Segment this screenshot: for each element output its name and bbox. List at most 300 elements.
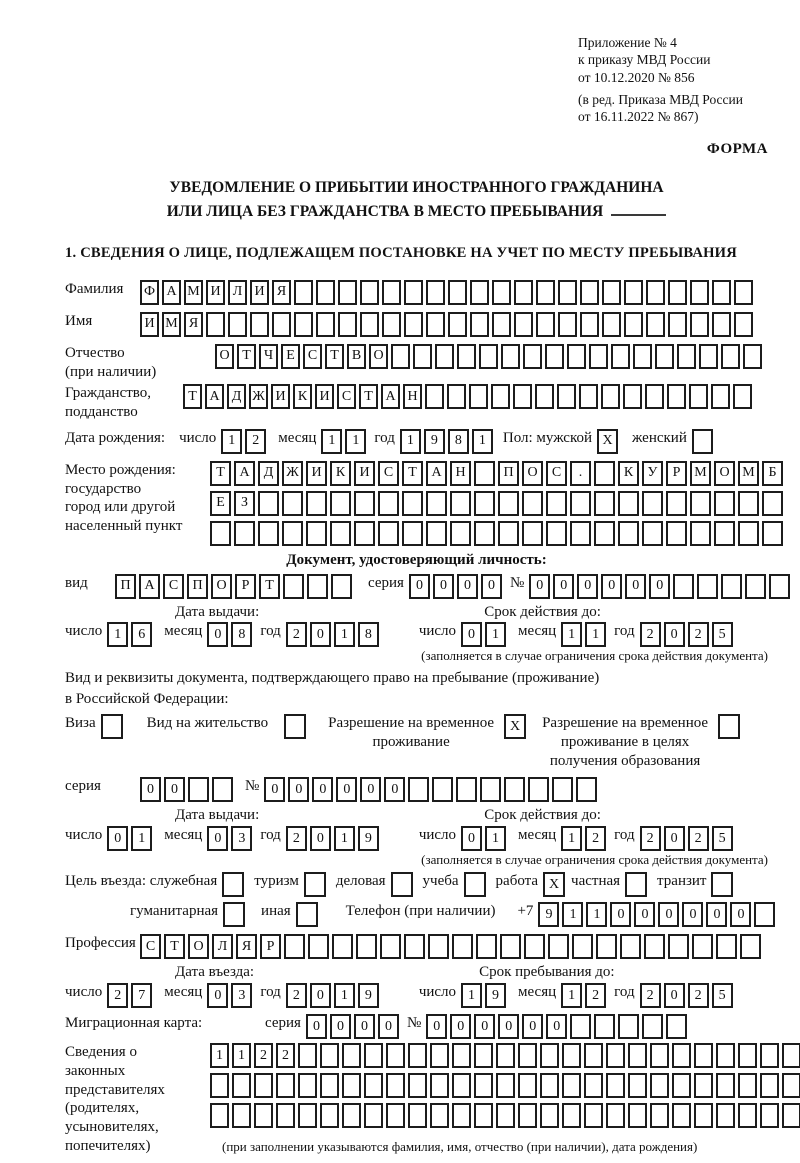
birth-year-cells-3[interactable]: 1 [472,429,493,454]
representatives-cells-row1-22[interactable] [694,1073,713,1098]
representatives-cells-row1-7[interactable] [364,1073,383,1098]
patronymic-cells-21[interactable] [677,344,696,369]
representatives-cells-row2-10[interactable] [430,1103,449,1128]
representatives-cells-row1-0[interactable] [210,1073,229,1098]
birthplace-cells-row2-5[interactable] [330,521,351,546]
representatives-cells-row0-26[interactable] [782,1043,800,1068]
doc-type-cells-9[interactable] [331,574,352,599]
birthplace-cells-row0-14[interactable]: С [546,461,567,486]
birthplace-cells-row1-15[interactable] [570,491,591,516]
doc-number-cells-7[interactable] [697,574,718,599]
representatives-cells-row1-2[interactable] [254,1073,273,1098]
firstname-cells-8[interactable] [316,312,335,337]
doc-number-cells-8[interactable] [721,574,742,599]
profession-cells-12[interactable] [428,934,449,959]
firstname-cells-6[interactable] [272,312,291,337]
birthplace-cells-row0-18[interactable]: У [642,461,663,486]
patronymic-cells-6[interactable]: В [347,344,366,369]
surname-cells-16[interactable] [492,280,511,305]
birthplace-cells-row0-15[interactable]: . [570,461,591,486]
representatives-cells-row0-10[interactable] [430,1043,449,1068]
birthplace-cells-row2-18[interactable] [642,521,663,546]
representatives-cells-row1-23[interactable] [716,1073,735,1098]
representatives-cells-row0-12[interactable] [474,1043,493,1068]
representatives-cells-row1-12[interactable] [474,1073,493,1098]
representatives-cells-row1-20[interactable] [650,1073,669,1098]
patronymic-cells-0[interactable]: О [215,344,234,369]
doc-type-cells-2[interactable]: С [163,574,184,599]
citizenship-cells-11[interactable] [425,384,444,409]
stay-year-cells-2[interactable]: 2 [688,983,709,1008]
firstname-cells-14[interactable] [448,312,467,337]
patronymic-cells-20[interactable] [655,344,674,369]
representatives-cells-row0-6[interactable] [342,1043,361,1068]
purpose-humanitarian-checkbox-0[interactable] [223,902,245,927]
profession-cells-18[interactable] [572,934,593,959]
birthplace-cells-row2-22[interactable] [738,521,759,546]
doc-number-cells-10[interactable] [769,574,790,599]
representatives-cells-row1-18[interactable] [606,1073,625,1098]
birth-year-cells-0[interactable]: 1 [400,429,421,454]
patronymic-cells-14[interactable] [523,344,542,369]
birthplace-cells-row1-6[interactable] [354,491,375,516]
doc-number-cells-6[interactable] [673,574,694,599]
profession-cells-16[interactable] [524,934,545,959]
representatives-cells-row0-25[interactable] [760,1043,779,1068]
citizenship-cells-21[interactable] [645,384,664,409]
purpose-work-checkbox-0[interactable]: X [543,872,565,897]
stay-day-cells-0[interactable]: 1 [461,983,482,1008]
representatives-cells-row2-25[interactable] [760,1103,779,1128]
birthplace-cells-row2-19[interactable] [666,521,687,546]
birthplace-cells-row1-4[interactable] [306,491,327,516]
birthplace-cells-row1-13[interactable] [522,491,543,516]
firstname-cells-13[interactable] [426,312,445,337]
surname-cells-4[interactable]: Л [228,280,247,305]
permit-number-cells-1[interactable]: 0 [288,777,309,802]
permit-issue-month-cells-1[interactable]: 3 [231,826,252,851]
patronymic-cells-17[interactable] [589,344,608,369]
migration-number-cells-9[interactable] [642,1014,663,1039]
phone-cells-6[interactable]: 0 [682,902,703,927]
representatives-cells-row0-20[interactable] [650,1043,669,1068]
representatives-cells-row0-23[interactable] [716,1043,735,1068]
profession-cells-19[interactable] [596,934,617,959]
permit-valid-day-cells-0[interactable]: 0 [461,826,482,851]
representatives-cells-row0-9[interactable] [408,1043,427,1068]
entry-year-cells-1[interactable]: 0 [310,983,331,1008]
birth-day-cells-1[interactable]: 2 [245,429,266,454]
birthplace-cells-row2-14[interactable] [546,521,567,546]
patronymic-cells-8[interactable] [391,344,410,369]
birthplace-cells-row2-7[interactable] [378,521,399,546]
citizenship-cells-7[interactable]: С [337,384,356,409]
surname-cells-22[interactable] [624,280,643,305]
surname-cells-20[interactable] [580,280,599,305]
birthplace-cells-row2-3[interactable] [282,521,303,546]
citizenship-cells-16[interactable] [535,384,554,409]
birthplace-cells-row1-1[interactable]: З [234,491,255,516]
citizenship-cells-12[interactable] [447,384,466,409]
patronymic-cells-13[interactable] [501,344,520,369]
phone-cells-0[interactable]: 9 [538,902,559,927]
birth-year-cells-1[interactable]: 9 [424,429,445,454]
doc-series-cells-2[interactable]: 0 [457,574,478,599]
entry-day-cells-1[interactable]: 7 [131,983,152,1008]
phone-cells-1[interactable]: 1 [562,902,583,927]
representatives-cells-row1-6[interactable] [342,1073,361,1098]
surname-cells-18[interactable] [536,280,555,305]
representatives-cells-row0-7[interactable] [364,1043,383,1068]
birthplace-cells-row0-21[interactable]: О [714,461,735,486]
stay-year-cells-3[interactable]: 5 [712,983,733,1008]
surname-cells-1[interactable]: А [162,280,181,305]
permit-series-cells-3[interactable] [212,777,233,802]
doc-issue-day-cells-0[interactable]: 1 [107,622,128,647]
birthplace-cells-row0-10[interactable]: Н [450,461,471,486]
stay-year-cells-1[interactable]: 0 [664,983,685,1008]
citizenship-cells-19[interactable] [601,384,620,409]
surname-cells-11[interactable] [382,280,401,305]
representatives-cells-row1-19[interactable] [628,1073,647,1098]
permit-number-cells-8[interactable] [456,777,477,802]
profession-cells-2[interactable]: О [188,934,209,959]
permit-issue-year-cells-2[interactable]: 1 [334,826,355,851]
permit-number-cells-0[interactable]: 0 [264,777,285,802]
birthplace-cells-row1-11[interactable] [474,491,495,516]
migration-series-cells-2[interactable]: 0 [354,1014,375,1039]
representatives-cells-row1-10[interactable] [430,1073,449,1098]
birthplace-cells-row1-2[interactable] [258,491,279,516]
surname-cells-13[interactable] [426,280,445,305]
surname-cells-15[interactable] [470,280,489,305]
migration-series-cells-3[interactable]: 0 [378,1014,399,1039]
birthplace-cells-row0-11[interactable] [474,461,495,486]
representatives-cells-row0-22[interactable] [694,1043,713,1068]
gender-male-checkbox-0[interactable]: X [597,429,618,454]
profession-cells-13[interactable] [452,934,473,959]
birthplace-cells-row2-13[interactable] [522,521,543,546]
birthplace-cells-row0-9[interactable]: А [426,461,447,486]
citizenship-cells-1[interactable]: А [205,384,224,409]
surname-cells-23[interactable] [646,280,665,305]
profession-cells-0[interactable]: С [140,934,161,959]
patronymic-cells-1[interactable]: Т [237,344,256,369]
permit-issue-day-cells-1[interactable]: 1 [131,826,152,851]
permit-valid-year-cells-1[interactable]: 0 [664,826,685,851]
profession-cells-10[interactable] [380,934,401,959]
profession-cells-25[interactable] [740,934,761,959]
birthplace-cells-row2-20[interactable] [690,521,711,546]
firstname-cells-9[interactable] [338,312,357,337]
birthplace-cells-row2-8[interactable] [402,521,423,546]
patronymic-cells-9[interactable] [413,344,432,369]
permit-number-cells-13[interactable] [576,777,597,802]
firstname-cells-21[interactable] [602,312,621,337]
patronymic-cells-22[interactable] [699,344,718,369]
birthplace-cells-row0-23[interactable]: Б [762,461,783,486]
firstname-cells-18[interactable] [536,312,555,337]
phone-cells-4[interactable]: 0 [634,902,655,927]
purpose-official-checkbox-0[interactable] [222,872,244,897]
surname-cells-3[interactable]: И [206,280,225,305]
birth-day-cells-0[interactable]: 1 [221,429,242,454]
doc-valid-year-cells-3[interactable]: 5 [712,622,733,647]
firstname-cells-4[interactable] [228,312,247,337]
citizenship-cells-14[interactable] [491,384,510,409]
permit-issue-day-cells-0[interactable]: 0 [107,826,128,851]
representatives-cells-row0-14[interactable] [518,1043,537,1068]
stay-month-cells-1[interactable]: 2 [585,983,606,1008]
birthplace-cells-row1-16[interactable] [594,491,615,516]
entry-year-cells-0[interactable]: 2 [286,983,307,1008]
birthplace-cells-row0-12[interactable]: П [498,461,519,486]
phone-cells-9[interactable] [754,902,775,927]
birthplace-cells-row1-5[interactable] [330,491,351,516]
permit-number-cells-4[interactable]: 0 [360,777,381,802]
birth-month-cells-1[interactable]: 1 [345,429,366,454]
entry-year-cells-2[interactable]: 1 [334,983,355,1008]
firstname-cells-23[interactable] [646,312,665,337]
representatives-cells-row2-9[interactable] [408,1103,427,1128]
permit-valid-month-cells-1[interactable]: 2 [585,826,606,851]
patronymic-cells-4[interactable]: С [303,344,322,369]
representatives-cells-row2-24[interactable] [738,1103,757,1128]
citizenship-cells-22[interactable] [667,384,686,409]
doc-number-cells-3[interactable]: 0 [601,574,622,599]
citizenship-cells-23[interactable] [689,384,708,409]
phone-cells-2[interactable]: 1 [586,902,607,927]
birthplace-cells-row0-13[interactable]: О [522,461,543,486]
doc-valid-year-cells-2[interactable]: 2 [688,622,709,647]
profession-cells-4[interactable]: Я [236,934,257,959]
doc-number-cells-0[interactable]: 0 [529,574,550,599]
representatives-cells-row1-3[interactable] [276,1073,295,1098]
representatives-cells-row2-23[interactable] [716,1103,735,1128]
doc-series-cells-3[interactable]: 0 [481,574,502,599]
firstname-cells-17[interactable] [514,312,533,337]
birthplace-cells-row2-16[interactable] [594,521,615,546]
doc-number-cells-4[interactable]: 0 [625,574,646,599]
representatives-cells-row2-1[interactable] [232,1103,251,1128]
representatives-cells-row2-21[interactable] [672,1103,691,1128]
birthplace-cells-row0-1[interactable]: А [234,461,255,486]
representatives-cells-row2-22[interactable] [694,1103,713,1128]
citizenship-cells-25[interactable] [733,384,752,409]
birthplace-cells-row2-11[interactable] [474,521,495,546]
birthplace-cells-row0-20[interactable]: М [690,461,711,486]
birthplace-cells-row0-17[interactable]: К [618,461,639,486]
representatives-cells-row1-11[interactable] [452,1073,471,1098]
patronymic-cells-15[interactable] [545,344,564,369]
migration-number-cells-4[interactable]: 0 [522,1014,543,1039]
doc-type-cells-6[interactable]: Т [259,574,280,599]
representatives-cells-row0-17[interactable] [584,1043,603,1068]
firstname-cells-1[interactable]: М [162,312,181,337]
migration-series-cells-0[interactable]: 0 [306,1014,327,1039]
representatives-cells-row1-5[interactable] [320,1073,339,1098]
representatives-cells-row2-19[interactable] [628,1103,647,1128]
birthplace-cells-row1-14[interactable] [546,491,567,516]
doc-issue-year-cells-0[interactable]: 2 [286,622,307,647]
migration-number-cells-5[interactable]: 0 [546,1014,567,1039]
stay-month-cells-0[interactable]: 1 [561,983,582,1008]
permit-number-cells-11[interactable] [528,777,549,802]
representatives-cells-row1-13[interactable] [496,1073,515,1098]
birthplace-cells-row2-1[interactable] [234,521,255,546]
stay-year-cells-0[interactable]: 2 [640,983,661,1008]
firstname-cells-2[interactable]: Я [184,312,203,337]
birthplace-cells-row2-21[interactable] [714,521,735,546]
permit-valid-year-cells-3[interactable]: 5 [712,826,733,851]
firstname-cells-25[interactable] [690,312,709,337]
birthplace-cells-row1-9[interactable] [426,491,447,516]
profession-cells-8[interactable] [332,934,353,959]
representatives-cells-row0-5[interactable] [320,1043,339,1068]
doc-series-cells-0[interactable]: 0 [409,574,430,599]
citizenship-cells-4[interactable]: И [271,384,290,409]
permit-valid-year-cells-0[interactable]: 2 [640,826,661,851]
doc-series-cells-1[interactable]: 0 [433,574,454,599]
permit-number-cells-12[interactable] [552,777,573,802]
birthplace-cells-row2-6[interactable] [354,521,375,546]
permit-number-cells-6[interactable] [408,777,429,802]
birthplace-cells-row1-3[interactable] [282,491,303,516]
profession-cells-24[interactable] [716,934,737,959]
birthplace-cells-row2-2[interactable] [258,521,279,546]
representatives-cells-row1-15[interactable] [540,1073,559,1098]
birthplace-cells-row0-4[interactable]: И [306,461,327,486]
migration-series-cells-1[interactable]: 0 [330,1014,351,1039]
profession-cells-22[interactable] [668,934,689,959]
firstname-cells-16[interactable] [492,312,511,337]
birthplace-cells-row1-7[interactable] [378,491,399,516]
permit-number-cells-10[interactable] [504,777,525,802]
representatives-cells-row2-20[interactable] [650,1103,669,1128]
firstname-cells-19[interactable] [558,312,577,337]
citizenship-cells-13[interactable] [469,384,488,409]
birthplace-cells-row0-8[interactable]: Т [402,461,423,486]
temp-residence-checkbox-0[interactable]: X [504,714,526,739]
firstname-cells-12[interactable] [404,312,423,337]
citizenship-cells-24[interactable] [711,384,730,409]
permit-number-cells-3[interactable]: 0 [336,777,357,802]
representatives-cells-row2-0[interactable] [210,1103,229,1128]
representatives-cells-row0-15[interactable] [540,1043,559,1068]
phone-cells-5[interactable]: 0 [658,902,679,927]
representatives-cells-row2-3[interactable] [276,1103,295,1128]
permit-issue-month-cells-0[interactable]: 0 [207,826,228,851]
surname-cells-5[interactable]: И [250,280,269,305]
profession-cells-1[interactable]: Т [164,934,185,959]
representatives-cells-row1-17[interactable] [584,1073,603,1098]
profession-cells-23[interactable] [692,934,713,959]
firstname-cells-10[interactable] [360,312,379,337]
doc-valid-month-cells-1[interactable]: 1 [585,622,606,647]
representatives-cells-row0-21[interactable] [672,1043,691,1068]
surname-cells-8[interactable] [316,280,335,305]
firstname-cells-5[interactable] [250,312,269,337]
permit-series-cells-1[interactable]: 0 [164,777,185,802]
doc-type-cells-1[interactable]: А [139,574,160,599]
birthplace-cells-row0-2[interactable]: Д [258,461,279,486]
representatives-cells-row2-16[interactable] [562,1103,581,1128]
doc-type-cells-4[interactable]: О [211,574,232,599]
firstname-cells-7[interactable] [294,312,313,337]
purpose-tourism-checkbox-0[interactable] [304,872,326,897]
representatives-cells-row0-13[interactable] [496,1043,515,1068]
representatives-cells-row2-14[interactable] [518,1103,537,1128]
representatives-cells-row1-24[interactable] [738,1073,757,1098]
doc-valid-year-cells-1[interactable]: 0 [664,622,685,647]
firstname-cells-24[interactable] [668,312,687,337]
entry-year-cells-3[interactable]: 9 [358,983,379,1008]
purpose-other-checkbox-0[interactable] [296,902,318,927]
representatives-cells-row2-18[interactable] [606,1103,625,1128]
citizenship-cells-15[interactable] [513,384,532,409]
patronymic-cells-23[interactable] [721,344,740,369]
patronymic-cells-19[interactable] [633,344,652,369]
surname-cells-7[interactable] [294,280,313,305]
phone-cells-8[interactable]: 0 [730,902,751,927]
permit-number-cells-2[interactable]: 0 [312,777,333,802]
firstname-cells-20[interactable] [580,312,599,337]
firstname-cells-15[interactable] [470,312,489,337]
migration-number-cells-0[interactable]: 0 [426,1014,447,1039]
birthplace-cells-row0-5[interactable]: К [330,461,351,486]
representatives-cells-row2-11[interactable] [452,1103,471,1128]
migration-number-cells-3[interactable]: 0 [498,1014,519,1039]
birthplace-cells-row1-20[interactable] [690,491,711,516]
migration-number-cells-6[interactable] [570,1014,591,1039]
birthplace-cells-row1-12[interactable] [498,491,519,516]
surname-cells-26[interactable] [712,280,731,305]
profession-cells-21[interactable] [644,934,665,959]
citizenship-cells-8[interactable]: Т [359,384,378,409]
representatives-cells-row2-5[interactable] [320,1103,339,1128]
visa-checkbox-0[interactable] [101,714,123,739]
gender-female-checkbox-0[interactable] [692,429,713,454]
profession-cells-3[interactable]: Л [212,934,233,959]
birthplace-cells-row1-0[interactable]: Е [210,491,231,516]
birthplace-cells-row1-22[interactable] [738,491,759,516]
representatives-cells-row2-2[interactable] [254,1103,273,1128]
surname-cells-21[interactable] [602,280,621,305]
surname-cells-2[interactable]: М [184,280,203,305]
residence-permit-checkbox-0[interactable] [284,714,306,739]
firstname-cells-3[interactable] [206,312,225,337]
representatives-cells-row0-3[interactable]: 2 [276,1043,295,1068]
birthplace-cells-row0-0[interactable]: Т [210,461,231,486]
profession-cells-5[interactable]: Р [260,934,281,959]
representatives-cells-row2-15[interactable] [540,1103,559,1128]
birthplace-cells-row2-17[interactable] [618,521,639,546]
birthplace-cells-row1-19[interactable] [666,491,687,516]
purpose-business-checkbox-0[interactable] [391,872,413,897]
birthplace-cells-row1-8[interactable] [402,491,423,516]
doc-issue-year-cells-1[interactable]: 0 [310,622,331,647]
surname-cells-19[interactable] [558,280,577,305]
representatives-cells-row0-2[interactable]: 2 [254,1043,273,1068]
representatives-cells-row1-8[interactable] [386,1073,405,1098]
citizenship-cells-10[interactable]: Н [403,384,422,409]
birthplace-cells-row1-18[interactable] [642,491,663,516]
representatives-cells-row2-17[interactable] [584,1103,603,1128]
birthplace-cells-row1-17[interactable] [618,491,639,516]
birthplace-cells-row0-3[interactable]: Ж [282,461,303,486]
firstname-cells-26[interactable] [712,312,731,337]
doc-type-cells-8[interactable] [307,574,328,599]
